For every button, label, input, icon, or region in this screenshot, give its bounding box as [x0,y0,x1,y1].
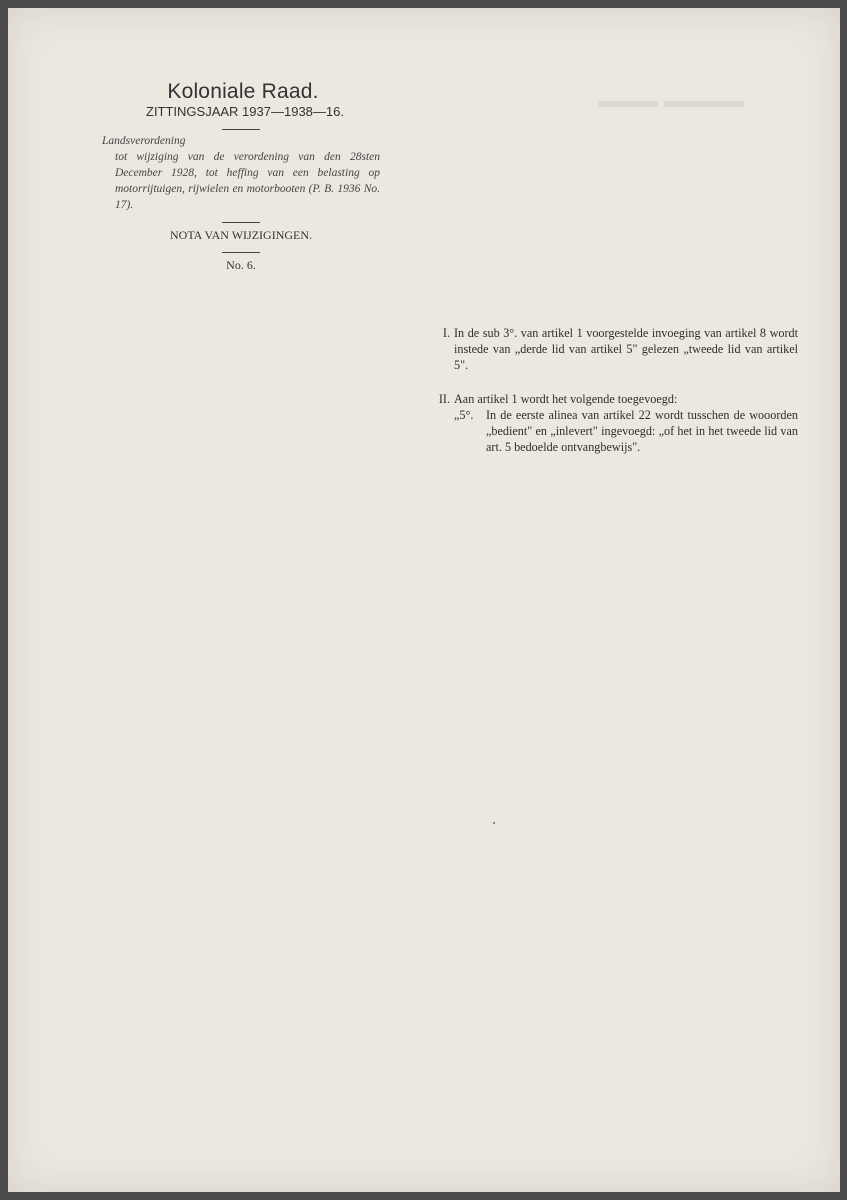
amendment-number: II. [438,392,450,406]
subitem-number: „5°. [454,408,474,422]
amendment-subitem [454,407,798,455]
subitem-text: In de eerste alinea van artikel 22 wordt tusschen de wooorden „bedient" en „inlevert" ingevoegd: „of het in het tweede lid van art. 5 bedoelde ontvangbewijs". [486,408,798,454]
description-body: tot wijziging van de verordening van den 28sten December 1928, tot heffing van een belasting op motorrijtuigen, rijwielen en motorbooten (P. B. 1936 No. 17). [115,151,380,211]
document-title: Koloniale Raad. [167,80,319,103]
document-page [8,8,840,1192]
ordinance-description [102,133,380,213]
amendment-item [422,325,798,373]
bleed-through-text: ▬▬▬▬ ▬▬▬ [598,90,744,112]
paper-speck [493,822,495,824]
document-header [102,80,380,273]
amendment-item [422,391,798,455]
amendment-text: Aan artikel 1 wordt het volgende toegevoegd: [454,392,678,406]
description-first-line: Landsverordening [102,135,186,147]
nota-heading: NOTA VAN WIJZIGINGEN. [169,228,313,242]
document-number: No. 6. [226,258,256,272]
divider [222,252,260,253]
amendments-list [422,325,798,473]
amendment-text: In de sub 3°. van artikel 1 voorgestelde invoeging van artikel 8 wordt instede van „derde lid van artikel 5" gelezen „tweede lid van artikel 5". [454,326,798,372]
amendment-number: I. [442,326,450,340]
divider [222,222,260,223]
divider [222,129,260,130]
session-year: ZITTINGSJAAR 1937—1938—16. [146,104,344,119]
